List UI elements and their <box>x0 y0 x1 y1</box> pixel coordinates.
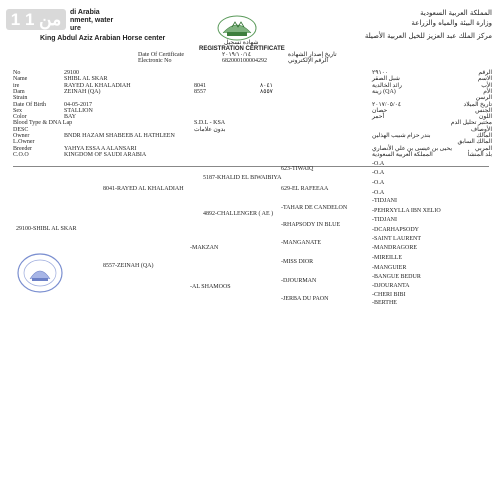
field-number: بدون علامات <box>194 126 226 133</box>
field-label-arabic: الرقم <box>478 70 492 76</box>
pedigree-gen5-entry: -DCARHAPSODY <box>372 227 420 233</box>
field-label-arabic: اللون <box>479 114 492 121</box>
electronic-no-label: Electronic No <box>138 58 172 64</box>
pedigree-gen5-entry: -TIDJANI <box>372 198 397 204</box>
electronic-no-label-ar: الرقم الإلكتروني <box>288 58 329 64</box>
field-label-arabic: الأوصاف <box>470 126 492 133</box>
pedigree-gen5-entry: -O.A <box>372 170 385 176</box>
field-value-arabic: المملكة العربية السعودية <box>372 151 433 158</box>
pedigree-ss-sire: 623-TIWAIQ <box>281 166 314 172</box>
field-value-arabic: ٢٠١٧/٠٥/٠٤ <box>372 101 402 108</box>
field-number-arabic: ٨٠٤١ <box>260 82 273 89</box>
field-label: Strain <box>13 95 28 102</box>
pedigree-gen5-entry: -TIDJANI <box>372 217 397 223</box>
field-value: 29100 <box>64 70 79 76</box>
pedigree-sd-dam: -RHAPSODY IN BLUE <box>281 222 341 228</box>
field-label: Sex <box>13 107 22 114</box>
field-label-arabic: الأب <box>481 82 492 89</box>
field-value-arabic: رائد الخالدية <box>372 82 402 89</box>
pedigree-gen5-entry: -O.A <box>372 190 385 196</box>
header-ar-line3: مركز الملك عبد العزيز للخيل العربية الأصيلة <box>364 32 492 40</box>
pedigree-gen5-entry: -O.A <box>372 161 385 167</box>
pedigree-gen5-entry: -BERTHE <box>372 300 397 306</box>
field-label: Blood Type & DNA Lap <box>13 120 73 127</box>
header-en-line2: nment, water <box>70 17 114 24</box>
header-ar-line1: المملكة العربية السعودية <box>420 9 492 17</box>
divider <box>13 166 489 167</box>
field-label-arabic: المالك السابق <box>457 139 492 146</box>
field-label: Date Of Birth <box>13 101 46 108</box>
field-value: RAYED AL KHALADIAH <box>64 82 131 89</box>
pedigree-subject: 29100-SHIBL AL SKAR <box>16 226 77 232</box>
pedigree-ss-dam: 629-EL RAFEEAA <box>281 186 329 192</box>
pedigree-gen5-entry: -DJOURANTA <box>372 283 410 289</box>
field-label-arabic: الرسن <box>475 95 492 102</box>
header-en-line3: ure <box>70 25 81 32</box>
pedigree-sire-sire: 5187-KHALID EL BIWAIBIYA <box>203 175 282 181</box>
field-value-arabic: يحيى بن عيسى بن علي الأنصاري <box>372 145 453 152</box>
field-label-arabic: المالك <box>476 133 492 139</box>
header-en-center-name: King Abdul Aziz Arabian Horse center <box>40 35 166 42</box>
header-en-line1: di Arabia <box>70 9 100 16</box>
certificate-date-label: Date Of Certificate <box>138 52 184 58</box>
field-label: Owner <box>13 133 30 139</box>
field-value: BNDR HAZAM SHABEEB AL HATHLEEN <box>64 133 175 139</box>
pedigree-dam-sire: -MAKZAN <box>190 245 219 251</box>
pedigree-sire: 8041-RAYED AL KHALADIAH <box>103 186 184 192</box>
pedigree-dam-dam: -AL SHAMOOS <box>190 284 231 290</box>
field-number: 8041 <box>194 82 206 89</box>
field-value-arabic: بندر حزام شبيب الهذلين <box>372 133 431 139</box>
field-value-arabic: ٢٩١٠٠ <box>372 70 389 76</box>
pedigree-gen5-entry: -O.A <box>372 180 385 186</box>
field-value: 04-05-2017 <box>64 101 92 108</box>
field-value: ZEINAH (QA) <box>64 88 101 95</box>
field-label-arabic: مختبر تحليل الدم <box>450 120 492 127</box>
field-label-arabic: الاسم <box>477 76 492 83</box>
field-number: 8557 <box>194 88 206 95</box>
pedigree-gen5-entry: -SAINT LAURENT <box>372 236 422 242</box>
field-value: BAY <box>64 114 77 121</box>
field-value: YAHYA ESSA A ALANSARI <box>64 145 137 152</box>
field-label-arabic: تاريخ الميلاد <box>463 101 492 108</box>
field-label: DESC <box>13 126 29 133</box>
pedigree-gen5-entry: -PEHRXYLLA IBN XELIO <box>372 208 441 214</box>
pedigree-gen5-entry: -MIREILLE <box>372 255 402 261</box>
field-label-arabic: المربي <box>475 145 492 152</box>
field-value-arabic: حصان <box>372 107 388 114</box>
field-label-arabic: بلد المنشأ <box>467 151 492 158</box>
field-label: Name <box>13 76 28 83</box>
center-logo-icon <box>217 15 257 41</box>
page-counter-badge: 1 من 1 <box>6 9 66 30</box>
field-number: S.D.L - KSA <box>194 120 226 127</box>
certificate-date-label-ar: تاريخ إصدار الشهادة <box>288 52 337 58</box>
pedigree-dam: 8557-ZEINAH (QA) <box>103 263 154 269</box>
pedigree-ds-dam: -MISS DIOR <box>281 259 314 265</box>
field-label: C.O.O <box>13 151 29 158</box>
pedigree-gen5-entry: -CHERI BIBI <box>372 292 406 298</box>
field-label: Breeder <box>13 145 32 152</box>
field-label: Dam <box>13 88 25 95</box>
field-label: Color <box>13 114 27 121</box>
field-label: L.Owner <box>13 139 35 146</box>
title-arabic: شهادة تسجيل <box>224 40 259 46</box>
field-number-arabic: ٨٥٥٧ <box>260 88 273 95</box>
header-ar-line2: وزارة البيئة والمياه والزراعة <box>411 19 492 27</box>
title-english: REGISTRATION CERTIFICATE <box>199 46 285 52</box>
field-label-arabic: الأم <box>483 88 492 95</box>
field-label: ire <box>13 82 20 89</box>
field-value: KINGDOM OF SAUDI ARABIA <box>64 151 147 158</box>
pedigree-gen5-entry: -MANGUIER <box>372 265 407 271</box>
pedigree-dd-dam: -JERBA DU PAON <box>281 296 329 302</box>
field-label: No <box>13 70 21 76</box>
field-value-arabic: أحمر <box>372 114 385 121</box>
pedigree-ds-sire: -MANGANATE <box>281 240 321 246</box>
pedigree-gen5-entry: -MANDRAGORE <box>372 245 417 251</box>
field-value-arabic: زينة (QA) <box>372 88 396 95</box>
electronic-no-value: 682000100004292 <box>222 58 267 64</box>
field-value: SHIBL AL SKAR <box>64 76 108 83</box>
field-value: STALLION <box>64 107 93 114</box>
certificate-date-value: ٢٠١٩/١٠/١٤ <box>222 52 252 58</box>
field-label-arabic: الجنس <box>475 107 492 114</box>
pedigree-sire-dam: 4892-CHALLENGER ( AE ) <box>203 211 274 217</box>
field-value-arabic: شبل الصقر <box>372 76 400 83</box>
pedigree-gen5-entry: -BANGUE BEDUR <box>372 274 421 280</box>
official-seal-icon <box>17 253 63 293</box>
pedigree-dd-sire: -DJOURMAN <box>281 278 317 284</box>
pedigree-sd-sire: -TAHAR DE CANDELON <box>281 205 348 211</box>
